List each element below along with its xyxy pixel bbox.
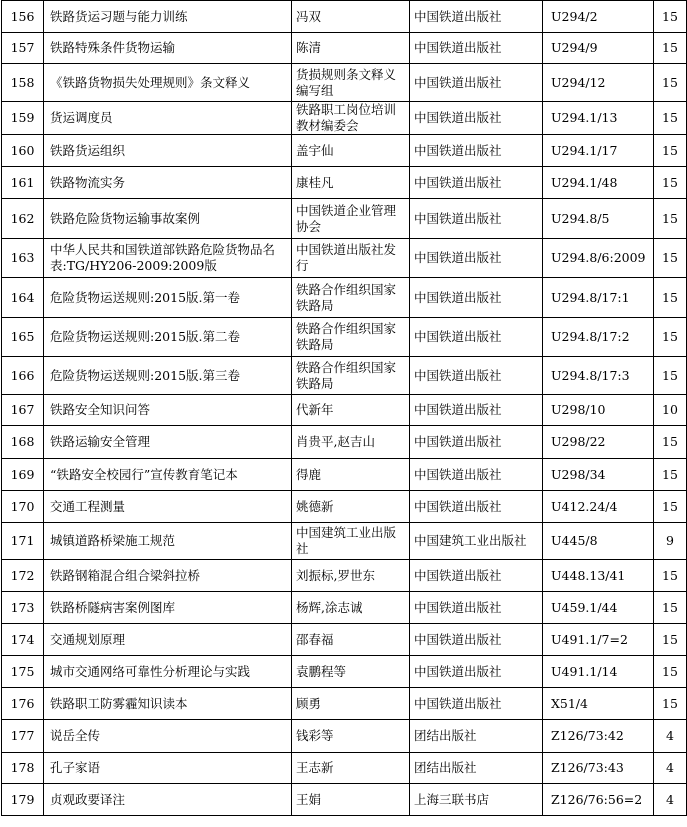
cell-title: “铁路安全校园行”宣传教育笔记本 bbox=[44, 459, 292, 491]
cell-publisher: 中国铁道出版社 bbox=[410, 278, 543, 318]
table-row bbox=[2, 199, 687, 239]
cell-title: 铁路职工防雾霾知识读本 bbox=[44, 688, 292, 720]
cell-number: 176 bbox=[2, 688, 44, 720]
cell-author: 王娟 bbox=[292, 784, 410, 816]
cell-copies: 15 bbox=[654, 624, 687, 656]
table-row bbox=[2, 33, 687, 64]
cell-copies: 15 bbox=[654, 656, 687, 688]
cell-number: 167 bbox=[2, 395, 44, 426]
table-row bbox=[2, 688, 687, 720]
cell-publisher: 中国铁道出版社 bbox=[410, 395, 543, 426]
cell-number: 159 bbox=[2, 102, 44, 135]
book-list-table bbox=[1, 0, 687, 816]
cell-title: 铁路物流实务 bbox=[44, 167, 292, 199]
cell-number: 166 bbox=[2, 357, 44, 395]
cell-publisher: 中国铁道出版社 bbox=[410, 357, 543, 395]
table-row bbox=[2, 426, 687, 459]
cell-publisher: 中国铁道出版社 bbox=[410, 33, 543, 64]
cell-author: 钱彩等 bbox=[292, 720, 410, 753]
table-row bbox=[2, 624, 687, 656]
cell-copies: 15 bbox=[654, 459, 687, 491]
cell-publisher: 中国铁道出版社 bbox=[410, 135, 543, 167]
cell-author: 袁鹏程等 bbox=[292, 656, 410, 688]
cell-call-number: U294.1/48 bbox=[543, 167, 654, 199]
cell-call-number: U412.24/4 bbox=[543, 491, 654, 523]
table-row bbox=[2, 357, 687, 395]
cell-call-number: U294/2 bbox=[543, 1, 654, 33]
cell-call-number: U491.1/14 bbox=[543, 656, 654, 688]
cell-number: 170 bbox=[2, 491, 44, 523]
cell-call-number: U294.8/17:2 bbox=[543, 318, 654, 357]
table-row bbox=[2, 523, 687, 560]
cell-title: 铁路货运习题与能力训练 bbox=[44, 1, 292, 33]
cell-call-number: U294.8/5 bbox=[543, 199, 654, 239]
cell-call-number: U294.1/13 bbox=[543, 102, 654, 135]
cell-number: 174 bbox=[2, 624, 44, 656]
cell-author: 中国建筑工业出版社 bbox=[292, 523, 410, 560]
table-row bbox=[2, 753, 687, 784]
table-row bbox=[2, 239, 687, 278]
table-row bbox=[2, 102, 687, 135]
cell-author: 代新年 bbox=[292, 395, 410, 426]
cell-title: 危险货物运送规则:2015版.第三卷 bbox=[44, 357, 292, 395]
cell-copies: 15 bbox=[654, 318, 687, 357]
cell-number: 168 bbox=[2, 426, 44, 459]
cell-call-number: U448.13/41 bbox=[543, 560, 654, 592]
cell-title: 货运调度员 bbox=[44, 102, 292, 135]
cell-title: 危险货物运送规则:2015版.第一卷 bbox=[44, 278, 292, 318]
cell-number: 179 bbox=[2, 784, 44, 816]
table-row bbox=[2, 135, 687, 167]
cell-publisher: 中国铁道出版社 bbox=[410, 426, 543, 459]
cell-call-number: Z126/76:56=2 bbox=[543, 784, 654, 816]
cell-title: 城镇道路桥梁施工规范 bbox=[44, 523, 292, 560]
cell-title: 交通规划原理 bbox=[44, 624, 292, 656]
table-row bbox=[2, 167, 687, 199]
cell-call-number: U491.1/7=2 bbox=[543, 624, 654, 656]
cell-author: 姚德新 bbox=[292, 491, 410, 523]
cell-publisher: 中国铁道出版社 bbox=[410, 656, 543, 688]
cell-publisher: 中国铁道出版社 bbox=[410, 199, 543, 239]
cell-number: 161 bbox=[2, 167, 44, 199]
table-row bbox=[2, 592, 687, 624]
cell-title: 城市交通网络可靠性分析理论与实践 bbox=[44, 656, 292, 688]
cell-author: 邵春福 bbox=[292, 624, 410, 656]
cell-publisher: 团结出版社 bbox=[410, 753, 543, 784]
cell-author: 肖贵平,赵吉山 bbox=[292, 426, 410, 459]
cell-call-number: U294.1/17 bbox=[543, 135, 654, 167]
cell-call-number: U459.1/44 bbox=[543, 592, 654, 624]
cell-copies: 10 bbox=[654, 395, 687, 426]
cell-publisher: 中国铁道出版社 bbox=[410, 239, 543, 278]
cell-number: 162 bbox=[2, 199, 44, 239]
cell-publisher: 中国铁道出版社 bbox=[410, 624, 543, 656]
cell-number: 156 bbox=[2, 1, 44, 33]
cell-number: 178 bbox=[2, 753, 44, 784]
table-row bbox=[2, 560, 687, 592]
cell-author: 中国铁道出版社发行 bbox=[292, 239, 410, 278]
cell-author: 杨辉,涂志诚 bbox=[292, 592, 410, 624]
cell-author: 王志新 bbox=[292, 753, 410, 784]
table-row bbox=[2, 1, 687, 33]
cell-publisher: 中国铁道出版社 bbox=[410, 560, 543, 592]
cell-call-number: U294.8/6:2009 bbox=[543, 239, 654, 278]
cell-copies: 15 bbox=[654, 278, 687, 318]
cell-publisher: 中国铁道出版社 bbox=[410, 1, 543, 33]
cell-copies: 15 bbox=[654, 135, 687, 167]
cell-publisher: 中国铁道出版社 bbox=[410, 459, 543, 491]
table-row bbox=[2, 656, 687, 688]
cell-author: 冯双 bbox=[292, 1, 410, 33]
cell-publisher: 中国铁道出版社 bbox=[410, 318, 543, 357]
cell-publisher: 中国铁道出版社 bbox=[410, 688, 543, 720]
cell-number: 157 bbox=[2, 33, 44, 64]
cell-author: 铁路合作组织国家铁路局 bbox=[292, 278, 410, 318]
cell-call-number: U294.8/17:1 bbox=[543, 278, 654, 318]
cell-title: 危险货物运送规则:2015版.第二卷 bbox=[44, 318, 292, 357]
cell-copies: 15 bbox=[654, 1, 687, 33]
cell-copies: 15 bbox=[654, 102, 687, 135]
cell-copies: 15 bbox=[654, 357, 687, 395]
cell-copies: 15 bbox=[654, 560, 687, 592]
cell-title: 交通工程测量 bbox=[44, 491, 292, 523]
cell-publisher: 中国铁道出版社 bbox=[410, 592, 543, 624]
cell-call-number: U294/12 bbox=[543, 64, 654, 102]
cell-call-number: U294/9 bbox=[543, 33, 654, 64]
cell-call-number: U298/34 bbox=[543, 459, 654, 491]
cell-publisher: 中国铁道出版社 bbox=[410, 102, 543, 135]
cell-number: 164 bbox=[2, 278, 44, 318]
cell-title: 铁路危险货物运输事故案例 bbox=[44, 199, 292, 239]
cell-author: 盖宇仙 bbox=[292, 135, 410, 167]
table-row bbox=[2, 784, 687, 816]
cell-author: 刘振标,罗世东 bbox=[292, 560, 410, 592]
cell-author: 陈清 bbox=[292, 33, 410, 64]
cell-call-number: X51/4 bbox=[543, 688, 654, 720]
table-body bbox=[2, 1, 687, 816]
cell-author: 货损规则条文释义编写组 bbox=[292, 64, 410, 102]
cell-copies: 15 bbox=[654, 167, 687, 199]
cell-publisher: 中国建筑工业出版社 bbox=[410, 523, 543, 560]
cell-author: 铁路合作组织国家铁路局 bbox=[292, 357, 410, 395]
cell-copies: 4 bbox=[654, 753, 687, 784]
cell-number: 177 bbox=[2, 720, 44, 753]
cell-copies: 15 bbox=[654, 239, 687, 278]
table-row bbox=[2, 395, 687, 426]
cell-title: 铁路运输安全管理 bbox=[44, 426, 292, 459]
cell-title: 说岳全传 bbox=[44, 720, 292, 753]
cell-title: 铁路钢箱混合组合梁斜拉桥 bbox=[44, 560, 292, 592]
cell-publisher: 中国铁道出版社 bbox=[410, 491, 543, 523]
cell-number: 171 bbox=[2, 523, 44, 560]
cell-copies: 15 bbox=[654, 64, 687, 102]
cell-author: 铁路合作组织国家铁路局 bbox=[292, 318, 410, 357]
cell-publisher: 上海三联书店 bbox=[410, 784, 543, 816]
cell-call-number: U294.8/17:3 bbox=[543, 357, 654, 395]
cell-author: 顾勇 bbox=[292, 688, 410, 720]
cell-publisher: 中国铁道出版社 bbox=[410, 64, 543, 102]
cell-copies: 15 bbox=[654, 33, 687, 64]
cell-copies: 4 bbox=[654, 784, 687, 816]
cell-call-number: Z126/73:42 bbox=[543, 720, 654, 753]
cell-title: 铁路特殊条件货物运输 bbox=[44, 33, 292, 64]
cell-copies: 15 bbox=[654, 491, 687, 523]
table-row bbox=[2, 720, 687, 753]
table-row bbox=[2, 64, 687, 102]
cell-number: 163 bbox=[2, 239, 44, 278]
table-row bbox=[2, 318, 687, 357]
cell-author: 得鹿 bbox=[292, 459, 410, 491]
cell-copies: 15 bbox=[654, 592, 687, 624]
cell-call-number: U298/22 bbox=[543, 426, 654, 459]
cell-title: 铁路货运组织 bbox=[44, 135, 292, 167]
cell-author: 铁路职工岗位培训教材编委会 bbox=[292, 102, 410, 135]
cell-copies: 15 bbox=[654, 426, 687, 459]
table-row bbox=[2, 278, 687, 318]
cell-title: 《铁路货物损失处理规则》条文释义 bbox=[44, 64, 292, 102]
cell-number: 165 bbox=[2, 318, 44, 357]
cell-publisher: 团结出版社 bbox=[410, 720, 543, 753]
table-row bbox=[2, 491, 687, 523]
cell-copies: 15 bbox=[654, 199, 687, 239]
cell-call-number: U298/10 bbox=[543, 395, 654, 426]
cell-number: 160 bbox=[2, 135, 44, 167]
cell-number: 172 bbox=[2, 560, 44, 592]
cell-title: 铁路桥隧病害案例图库 bbox=[44, 592, 292, 624]
cell-number: 158 bbox=[2, 64, 44, 102]
cell-author: 中国铁道企业管理协会 bbox=[292, 199, 410, 239]
cell-call-number: Z126/73:43 bbox=[543, 753, 654, 784]
cell-copies: 4 bbox=[654, 720, 687, 753]
cell-copies: 15 bbox=[654, 688, 687, 720]
table-row bbox=[2, 459, 687, 491]
cell-title: 贞观政要译注 bbox=[44, 784, 292, 816]
cell-title: 孔子家语 bbox=[44, 753, 292, 784]
cell-title: 铁路安全知识问答 bbox=[44, 395, 292, 426]
cell-author: 康桂凡 bbox=[292, 167, 410, 199]
cell-publisher: 中国铁道出版社 bbox=[410, 167, 543, 199]
cell-number: 175 bbox=[2, 656, 44, 688]
cell-copies: 9 bbox=[654, 523, 687, 560]
cell-title: 中华人民共和国铁道部铁路危险货物品名表:TG/HY206-2009:2009版 bbox=[44, 239, 292, 278]
cell-number: 169 bbox=[2, 459, 44, 491]
cell-call-number: U445/8 bbox=[543, 523, 654, 560]
cell-number: 173 bbox=[2, 592, 44, 624]
